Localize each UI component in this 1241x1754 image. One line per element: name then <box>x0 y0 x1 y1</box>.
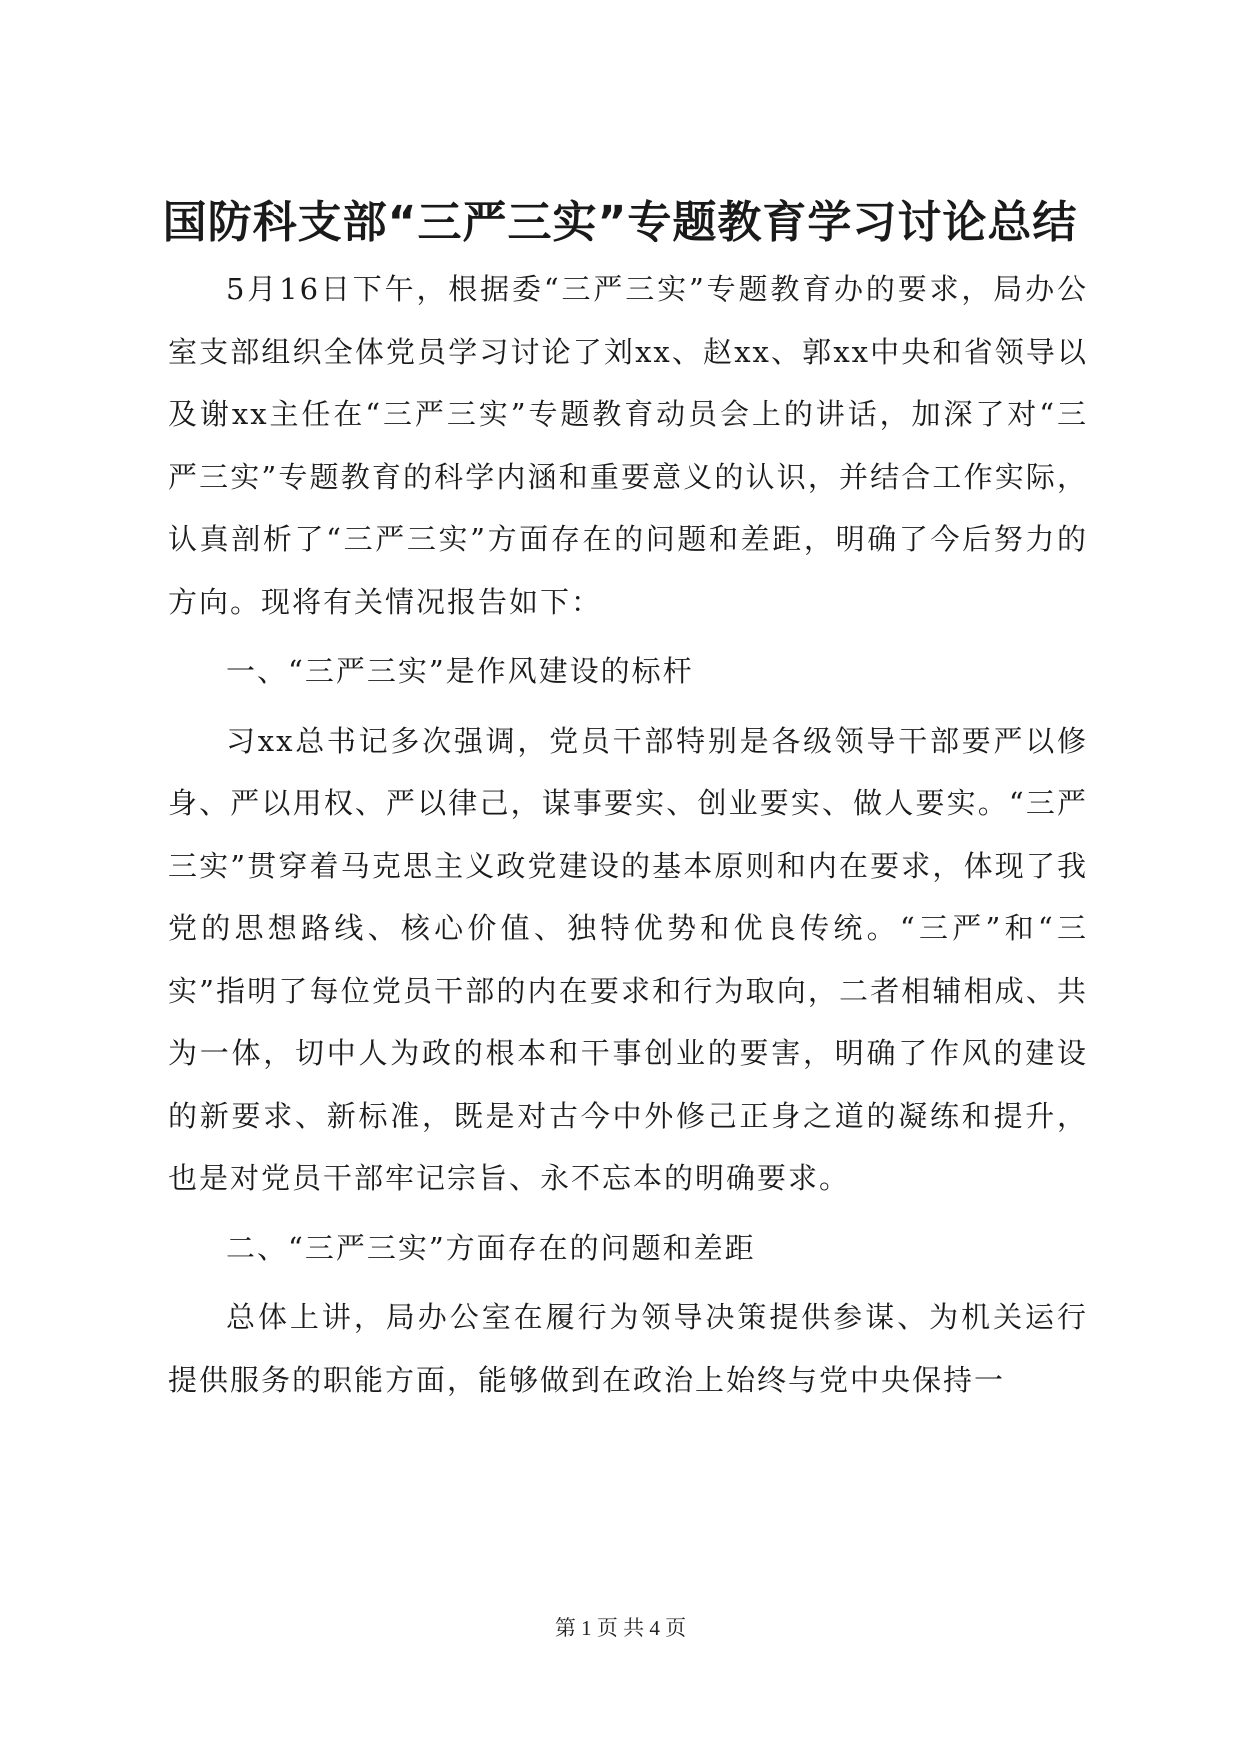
document-body <box>168 258 1088 1411</box>
paragraph-section-1: 习xx总书记多次强调，党员干部特别是各级领导干部要严以修身、严以用权、严以律己，谋事要实、创业要实、做人要实。“三严三实”贯穿着马克思主义政党建设的基本原则和内在要求，体现了我党的思想路线、核心价值、独特优势和优良传统。“三严”和“三实”指明了每位党员干部的内在要求和行为取向，二者相辅相成、共为一体，切中人为政的根本和干事创业的要害，明确了作风的建设的新要求、新标准，既是对古今中外修己正身之道的凝练和提升，也是对党员干部牢记宗旨、永不忘本的明确要求。 <box>168 723 1088 1195</box>
paragraph-intro: 5月16日下午，根据委“三严三实”专题教育办的要求，局办公室支部组织全体党员学习讨论了刘xx、赵xx、郭xx中央和省领导以及谢xx主任在“三严三实”专题教育动员会上的讲话，加深了对“三严三实”专题教育的科学内涵和重要意义的认识，并结合工作实际，认真剖析了“三严三实”方面存在的问题和差距，明确了今后努力的方向。现将有关情况报告如下： <box>168 272 1088 619</box>
paragraph-section-2: 总体上讲，局办公室在履行为领导决策提供参谋、为机关运行提供服务的职能方面，能够做到在政治上始终与党中央保持一 <box>168 1300 1088 1397</box>
section-heading-1: 一、“三严三实”是作风建设的标杆 <box>226 654 694 688</box>
document-title: 国防科支部“三严三实”专题教育学习讨论总结 <box>162 197 1078 248</box>
section-heading-2: 二、“三严三实”方面存在的问题和差距 <box>226 1230 756 1265</box>
page-number-footer: 第 1 页 共 4 页 <box>554 1616 687 1640</box>
